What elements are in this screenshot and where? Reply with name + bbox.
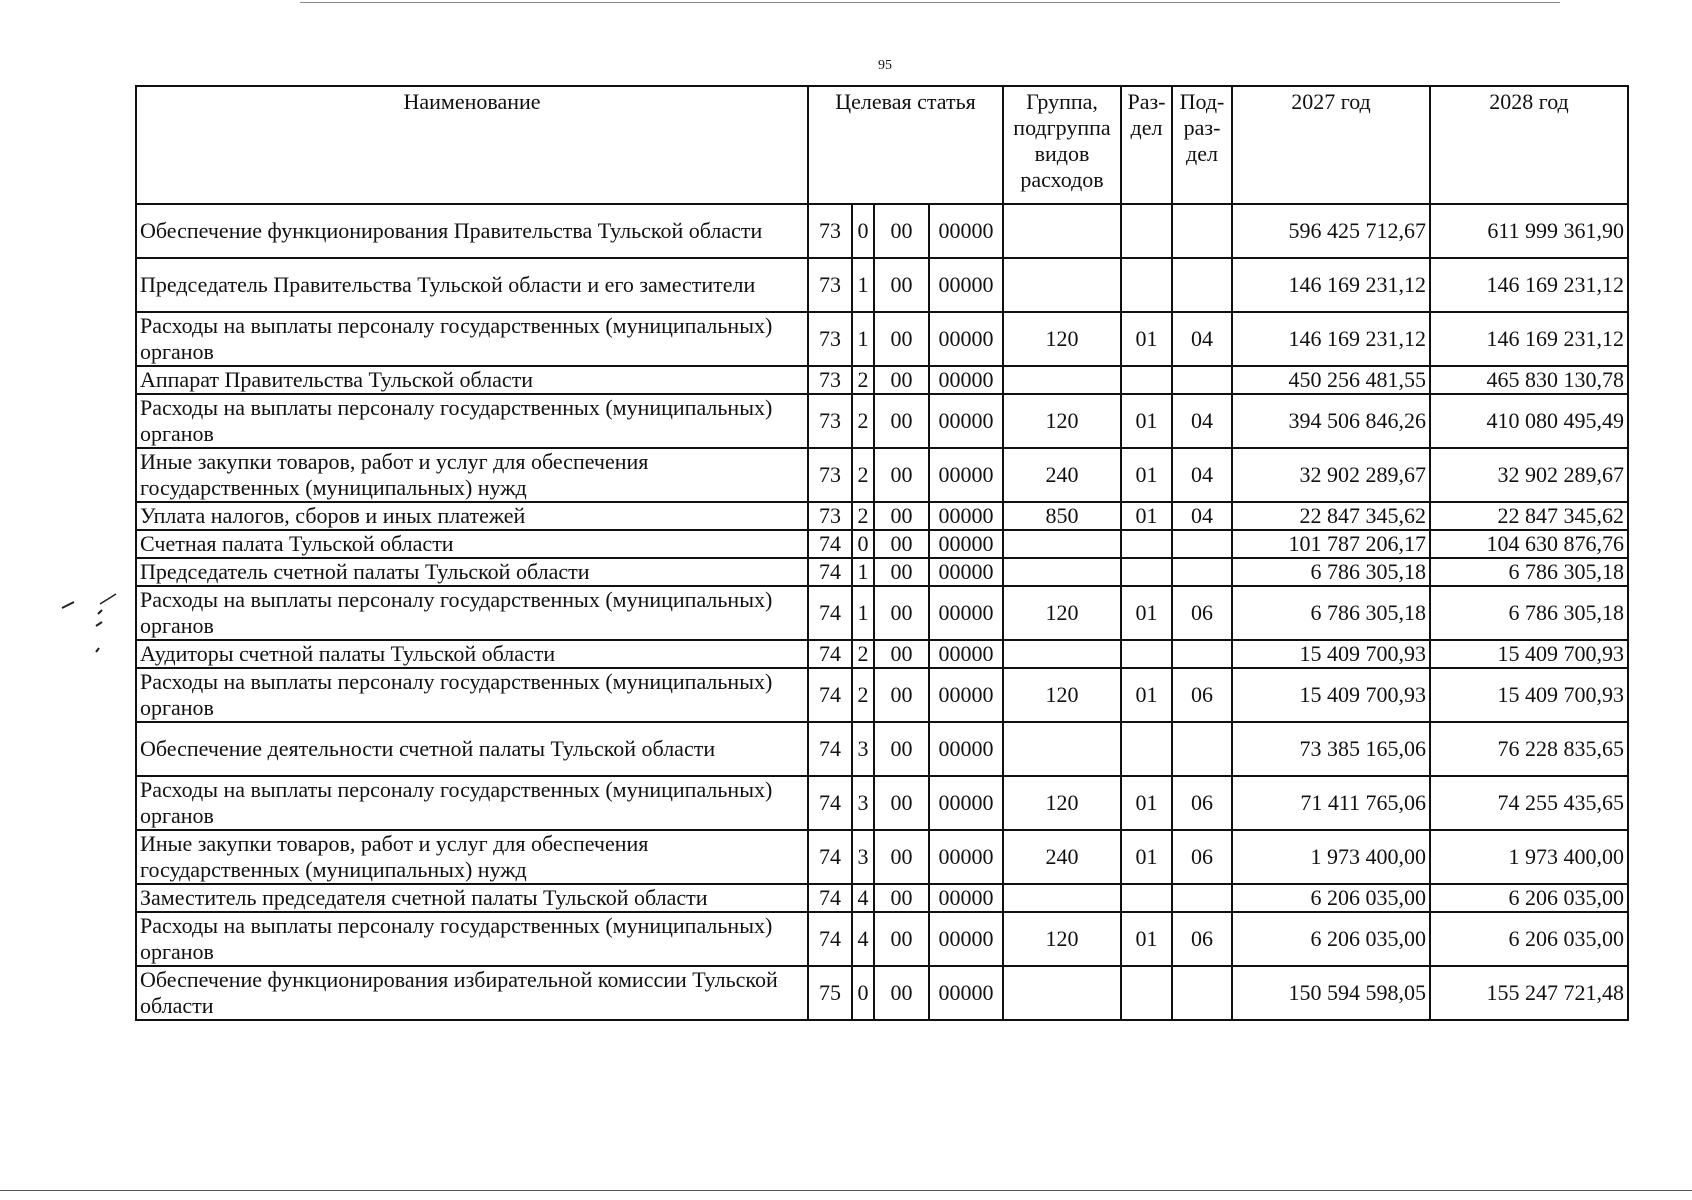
table-row: [136, 394, 1628, 448]
expense-group: 850: [1003, 502, 1121, 530]
subsection: 06: [1172, 668, 1232, 722]
subsection: 06: [1172, 776, 1232, 830]
section: [1121, 204, 1172, 258]
target-code-1: 73: [808, 204, 852, 258]
row-name: Аппарат Правительства Тульской области: [136, 366, 808, 394]
target-code-3: 00: [874, 448, 929, 502]
target-code-3: 00: [874, 366, 929, 394]
target-code-1: 74: [808, 776, 852, 830]
target-code-2: 3: [852, 830, 874, 884]
amount-2028: 6 206 035,00: [1430, 884, 1628, 912]
expense-group: [1003, 640, 1121, 668]
table-row: [136, 884, 1628, 912]
expense-group: [1003, 884, 1121, 912]
header-subsection: Под-раз-дел: [1172, 86, 1232, 204]
amount-2027: 73 385 165,06: [1232, 722, 1430, 776]
expense-group: [1003, 366, 1121, 394]
amount-2027: 32 902 289,67: [1232, 448, 1430, 502]
target-code-1: 73: [808, 448, 852, 502]
target-code-3: 00: [874, 776, 929, 830]
target-code-2: 2: [852, 366, 874, 394]
target-code-2: 0: [852, 966, 874, 1020]
row-name: Аудиторы счетной палаты Тульской области: [136, 640, 808, 668]
subsection: [1172, 366, 1232, 394]
row-name: Расходы на выплаты персоналу государственных (муниципальных) органов: [136, 912, 808, 966]
amount-2028: 611 999 361,90: [1430, 204, 1628, 258]
amount-2028: 15 409 700,93: [1430, 668, 1628, 722]
subsection: [1172, 204, 1232, 258]
expense-group: 120: [1003, 394, 1121, 448]
target-code-1: 74: [808, 912, 852, 966]
table-row: [136, 966, 1628, 1020]
amount-2027: 6 206 035,00: [1232, 912, 1430, 966]
row-name: Заместитель председателя счетной палаты Тульской области: [136, 884, 808, 912]
subsection: 06: [1172, 586, 1232, 640]
target-code-4: 00000: [929, 394, 1003, 448]
row-name: Обеспечение функционирования Правительства Тульской области: [136, 204, 808, 258]
amount-2028: 15 409 700,93: [1430, 640, 1628, 668]
target-code-4: 00000: [929, 558, 1003, 586]
target-code-3: 00: [874, 884, 929, 912]
subsection: 04: [1172, 448, 1232, 502]
target-code-2: 4: [852, 884, 874, 912]
target-code-1: 74: [808, 530, 852, 558]
target-code-4: 00000: [929, 258, 1003, 312]
row-name: Уплата налогов, сборов и иных платежей: [136, 502, 808, 530]
target-code-1: 74: [808, 830, 852, 884]
amount-2028: 76 228 835,65: [1430, 722, 1628, 776]
section: 01: [1121, 394, 1172, 448]
target-code-2: 2: [852, 668, 874, 722]
subsection: [1172, 966, 1232, 1020]
target-code-3: 00: [874, 204, 929, 258]
header-name: Наименование: [136, 86, 808, 204]
target-code-2: 1: [852, 558, 874, 586]
target-code-1: 73: [808, 366, 852, 394]
row-name: Расходы на выплаты персоналу государственных (муниципальных) органов: [136, 312, 808, 366]
target-code-4: 00000: [929, 966, 1003, 1020]
table-row: [136, 722, 1628, 776]
subsection: [1172, 258, 1232, 312]
expense-group: 120: [1003, 912, 1121, 966]
section: [1121, 558, 1172, 586]
amount-2027: 1 973 400,00: [1232, 830, 1430, 884]
header-expense-group: Группа, подгруппа видов расходов: [1003, 86, 1121, 204]
expense-group: 240: [1003, 448, 1121, 502]
amount-2028: 146 169 231,12: [1430, 258, 1628, 312]
margin-pen-marks: [60, 590, 130, 660]
section: [1121, 258, 1172, 312]
row-name: Расходы на выплаты персоналу государственных (муниципальных) органов: [136, 668, 808, 722]
expense-group: [1003, 258, 1121, 312]
amount-2028: 155 247 721,48: [1430, 966, 1628, 1020]
section: 01: [1121, 448, 1172, 502]
section: 01: [1121, 830, 1172, 884]
table-row: [136, 830, 1628, 884]
amount-2028: 6 786 305,18: [1430, 586, 1628, 640]
section: [1121, 530, 1172, 558]
expense-group: [1003, 722, 1121, 776]
target-code-2: 2: [852, 640, 874, 668]
budget-table: [135, 85, 1629, 1021]
target-code-4: 00000: [929, 204, 1003, 258]
target-code-3: 00: [874, 394, 929, 448]
table-row: [136, 586, 1628, 640]
target-code-1: 74: [808, 722, 852, 776]
amount-2028: 1 973 400,00: [1430, 830, 1628, 884]
target-code-3: 00: [874, 586, 929, 640]
target-code-2: 2: [852, 502, 874, 530]
expense-group: 120: [1003, 586, 1121, 640]
expense-group: 240: [1003, 830, 1121, 884]
expense-group: 120: [1003, 312, 1121, 366]
amount-2028: 410 080 495,49: [1430, 394, 1628, 448]
page-number: 95: [878, 58, 892, 73]
row-name: Счетная палата Тульской области: [136, 530, 808, 558]
amount-2028: 22 847 345,62: [1430, 502, 1628, 530]
amount-2027: 6 786 305,18: [1232, 586, 1430, 640]
target-code-4: 00000: [929, 502, 1003, 530]
target-code-4: 00000: [929, 448, 1003, 502]
subsection: [1172, 558, 1232, 586]
row-name: Расходы на выплаты персоналу государственных (муниципальных) органов: [136, 394, 808, 448]
amount-2028: 104 630 876,76: [1430, 530, 1628, 558]
target-code-2: 1: [852, 258, 874, 312]
subsection: 04: [1172, 502, 1232, 530]
subsection: 04: [1172, 394, 1232, 448]
amount-2028: 465 830 130,78: [1430, 366, 1628, 394]
target-code-2: 0: [852, 204, 874, 258]
row-name: Председатель Правительства Тульской области и его заместители: [136, 258, 808, 312]
amount-2027: 6 786 305,18: [1232, 558, 1430, 586]
section: 01: [1121, 502, 1172, 530]
amount-2027: 150 594 598,05: [1232, 966, 1430, 1020]
target-code-1: 74: [808, 884, 852, 912]
target-code-2: 3: [852, 776, 874, 830]
section: 01: [1121, 668, 1172, 722]
target-code-1: 73: [808, 394, 852, 448]
amount-2027: 71 411 765,06: [1232, 776, 1430, 830]
header-year-2028: 2028 год: [1430, 86, 1628, 204]
target-code-1: 73: [808, 312, 852, 366]
row-name: Иные закупки товаров, работ и услуг для обеспечения государственных (муниципальных) нужд: [136, 830, 808, 884]
target-code-4: 00000: [929, 912, 1003, 966]
amount-2027: 146 169 231,12: [1232, 258, 1430, 312]
target-code-3: 00: [874, 558, 929, 586]
subsection: 06: [1172, 912, 1232, 966]
target-code-1: 73: [808, 502, 852, 530]
target-code-3: 00: [874, 502, 929, 530]
target-code-1: 74: [808, 558, 852, 586]
target-code-3: 00: [874, 530, 929, 558]
subsection: 06: [1172, 830, 1232, 884]
table-row: [136, 558, 1628, 586]
expense-group: [1003, 530, 1121, 558]
section: 01: [1121, 312, 1172, 366]
target-code-4: 00000: [929, 366, 1003, 394]
amount-2027: 394 506 846,26: [1232, 394, 1430, 448]
subsection: [1172, 722, 1232, 776]
target-code-3: 00: [874, 830, 929, 884]
subsection: [1172, 884, 1232, 912]
header-year-2027: 2027 год: [1232, 86, 1430, 204]
expense-group: [1003, 204, 1121, 258]
amount-2027: 101 787 206,17: [1232, 530, 1430, 558]
section: 01: [1121, 912, 1172, 966]
target-code-1: 73: [808, 258, 852, 312]
amount-2028: 146 169 231,12: [1430, 312, 1628, 366]
target-code-2: 2: [852, 394, 874, 448]
table-row: [136, 776, 1628, 830]
target-code-4: 00000: [929, 530, 1003, 558]
top-rule: [300, 2, 1560, 3]
section: [1121, 884, 1172, 912]
amount-2027: 450 256 481,55: [1232, 366, 1430, 394]
amount-2027: 6 206 035,00: [1232, 884, 1430, 912]
table-row: [136, 366, 1628, 394]
target-code-4: 00000: [929, 830, 1003, 884]
row-name: Обеспечение функционирования избирательной комиссии Тульской области: [136, 966, 808, 1020]
amount-2028: 32 902 289,67: [1430, 448, 1628, 502]
amount-2027: 146 169 231,12: [1232, 312, 1430, 366]
subsection: [1172, 530, 1232, 558]
target-code-3: 00: [874, 258, 929, 312]
target-code-3: 00: [874, 912, 929, 966]
target-code-1: 75: [808, 966, 852, 1020]
table-row: [136, 530, 1628, 558]
expense-group: [1003, 558, 1121, 586]
section: [1121, 366, 1172, 394]
target-code-3: 00: [874, 966, 929, 1020]
table-row: [136, 312, 1628, 366]
row-name: Расходы на выплаты персоналу государственных (муниципальных) органов: [136, 776, 808, 830]
header-section: Раз-дел: [1121, 86, 1172, 204]
bottom-rule: [0, 1190, 1692, 1191]
target-code-2: 0: [852, 530, 874, 558]
row-name: Обеспечение деятельности счетной палаты Тульской области: [136, 722, 808, 776]
target-code-1: 74: [808, 640, 852, 668]
table-row: [136, 448, 1628, 502]
row-name: Председатель счетной палаты Тульской области: [136, 558, 808, 586]
target-code-3: 00: [874, 640, 929, 668]
target-code-2: 3: [852, 722, 874, 776]
section: [1121, 966, 1172, 1020]
target-code-2: 4: [852, 912, 874, 966]
target-code-4: 00000: [929, 722, 1003, 776]
target-code-4: 00000: [929, 312, 1003, 366]
target-code-4: 00000: [929, 668, 1003, 722]
table-row: [136, 204, 1628, 258]
amount-2028: 74 255 435,65: [1430, 776, 1628, 830]
expense-group: [1003, 966, 1121, 1020]
target-code-3: 00: [874, 312, 929, 366]
target-code-1: 74: [808, 586, 852, 640]
amount-2027: 15 409 700,93: [1232, 640, 1430, 668]
section: 01: [1121, 586, 1172, 640]
row-name: Иные закупки товаров, работ и услуг для обеспечения государственных (муниципальных) нужд: [136, 448, 808, 502]
target-code-3: 00: [874, 722, 929, 776]
target-code-2: 1: [852, 312, 874, 366]
table-row: [136, 258, 1628, 312]
target-code-4: 00000: [929, 776, 1003, 830]
target-code-4: 00000: [929, 884, 1003, 912]
table-row: [136, 912, 1628, 966]
section: [1121, 640, 1172, 668]
target-code-4: 00000: [929, 640, 1003, 668]
target-code-1: 74: [808, 668, 852, 722]
amount-2028: 6 206 035,00: [1430, 912, 1628, 966]
target-code-2: 2: [852, 448, 874, 502]
table-row: [136, 502, 1628, 530]
subsection: 04: [1172, 312, 1232, 366]
amount-2027: 596 425 712,67: [1232, 204, 1430, 258]
table-header-row: [136, 86, 1628, 204]
target-code-3: 00: [874, 668, 929, 722]
amount-2028: 6 786 305,18: [1430, 558, 1628, 586]
amount-2027: 22 847 345,62: [1232, 502, 1430, 530]
header-target-article: Целевая статья: [808, 86, 1003, 204]
expense-group: 120: [1003, 776, 1121, 830]
amount-2027: 15 409 700,93: [1232, 668, 1430, 722]
target-code-2: 1: [852, 586, 874, 640]
section: [1121, 722, 1172, 776]
table-body: [136, 204, 1628, 1020]
table-row: [136, 640, 1628, 668]
row-name: Расходы на выплаты персоналу государственных (муниципальных) органов: [136, 586, 808, 640]
table-row: [136, 668, 1628, 722]
expense-group: 120: [1003, 668, 1121, 722]
target-code-4: 00000: [929, 586, 1003, 640]
section: 01: [1121, 776, 1172, 830]
subsection: [1172, 640, 1232, 668]
